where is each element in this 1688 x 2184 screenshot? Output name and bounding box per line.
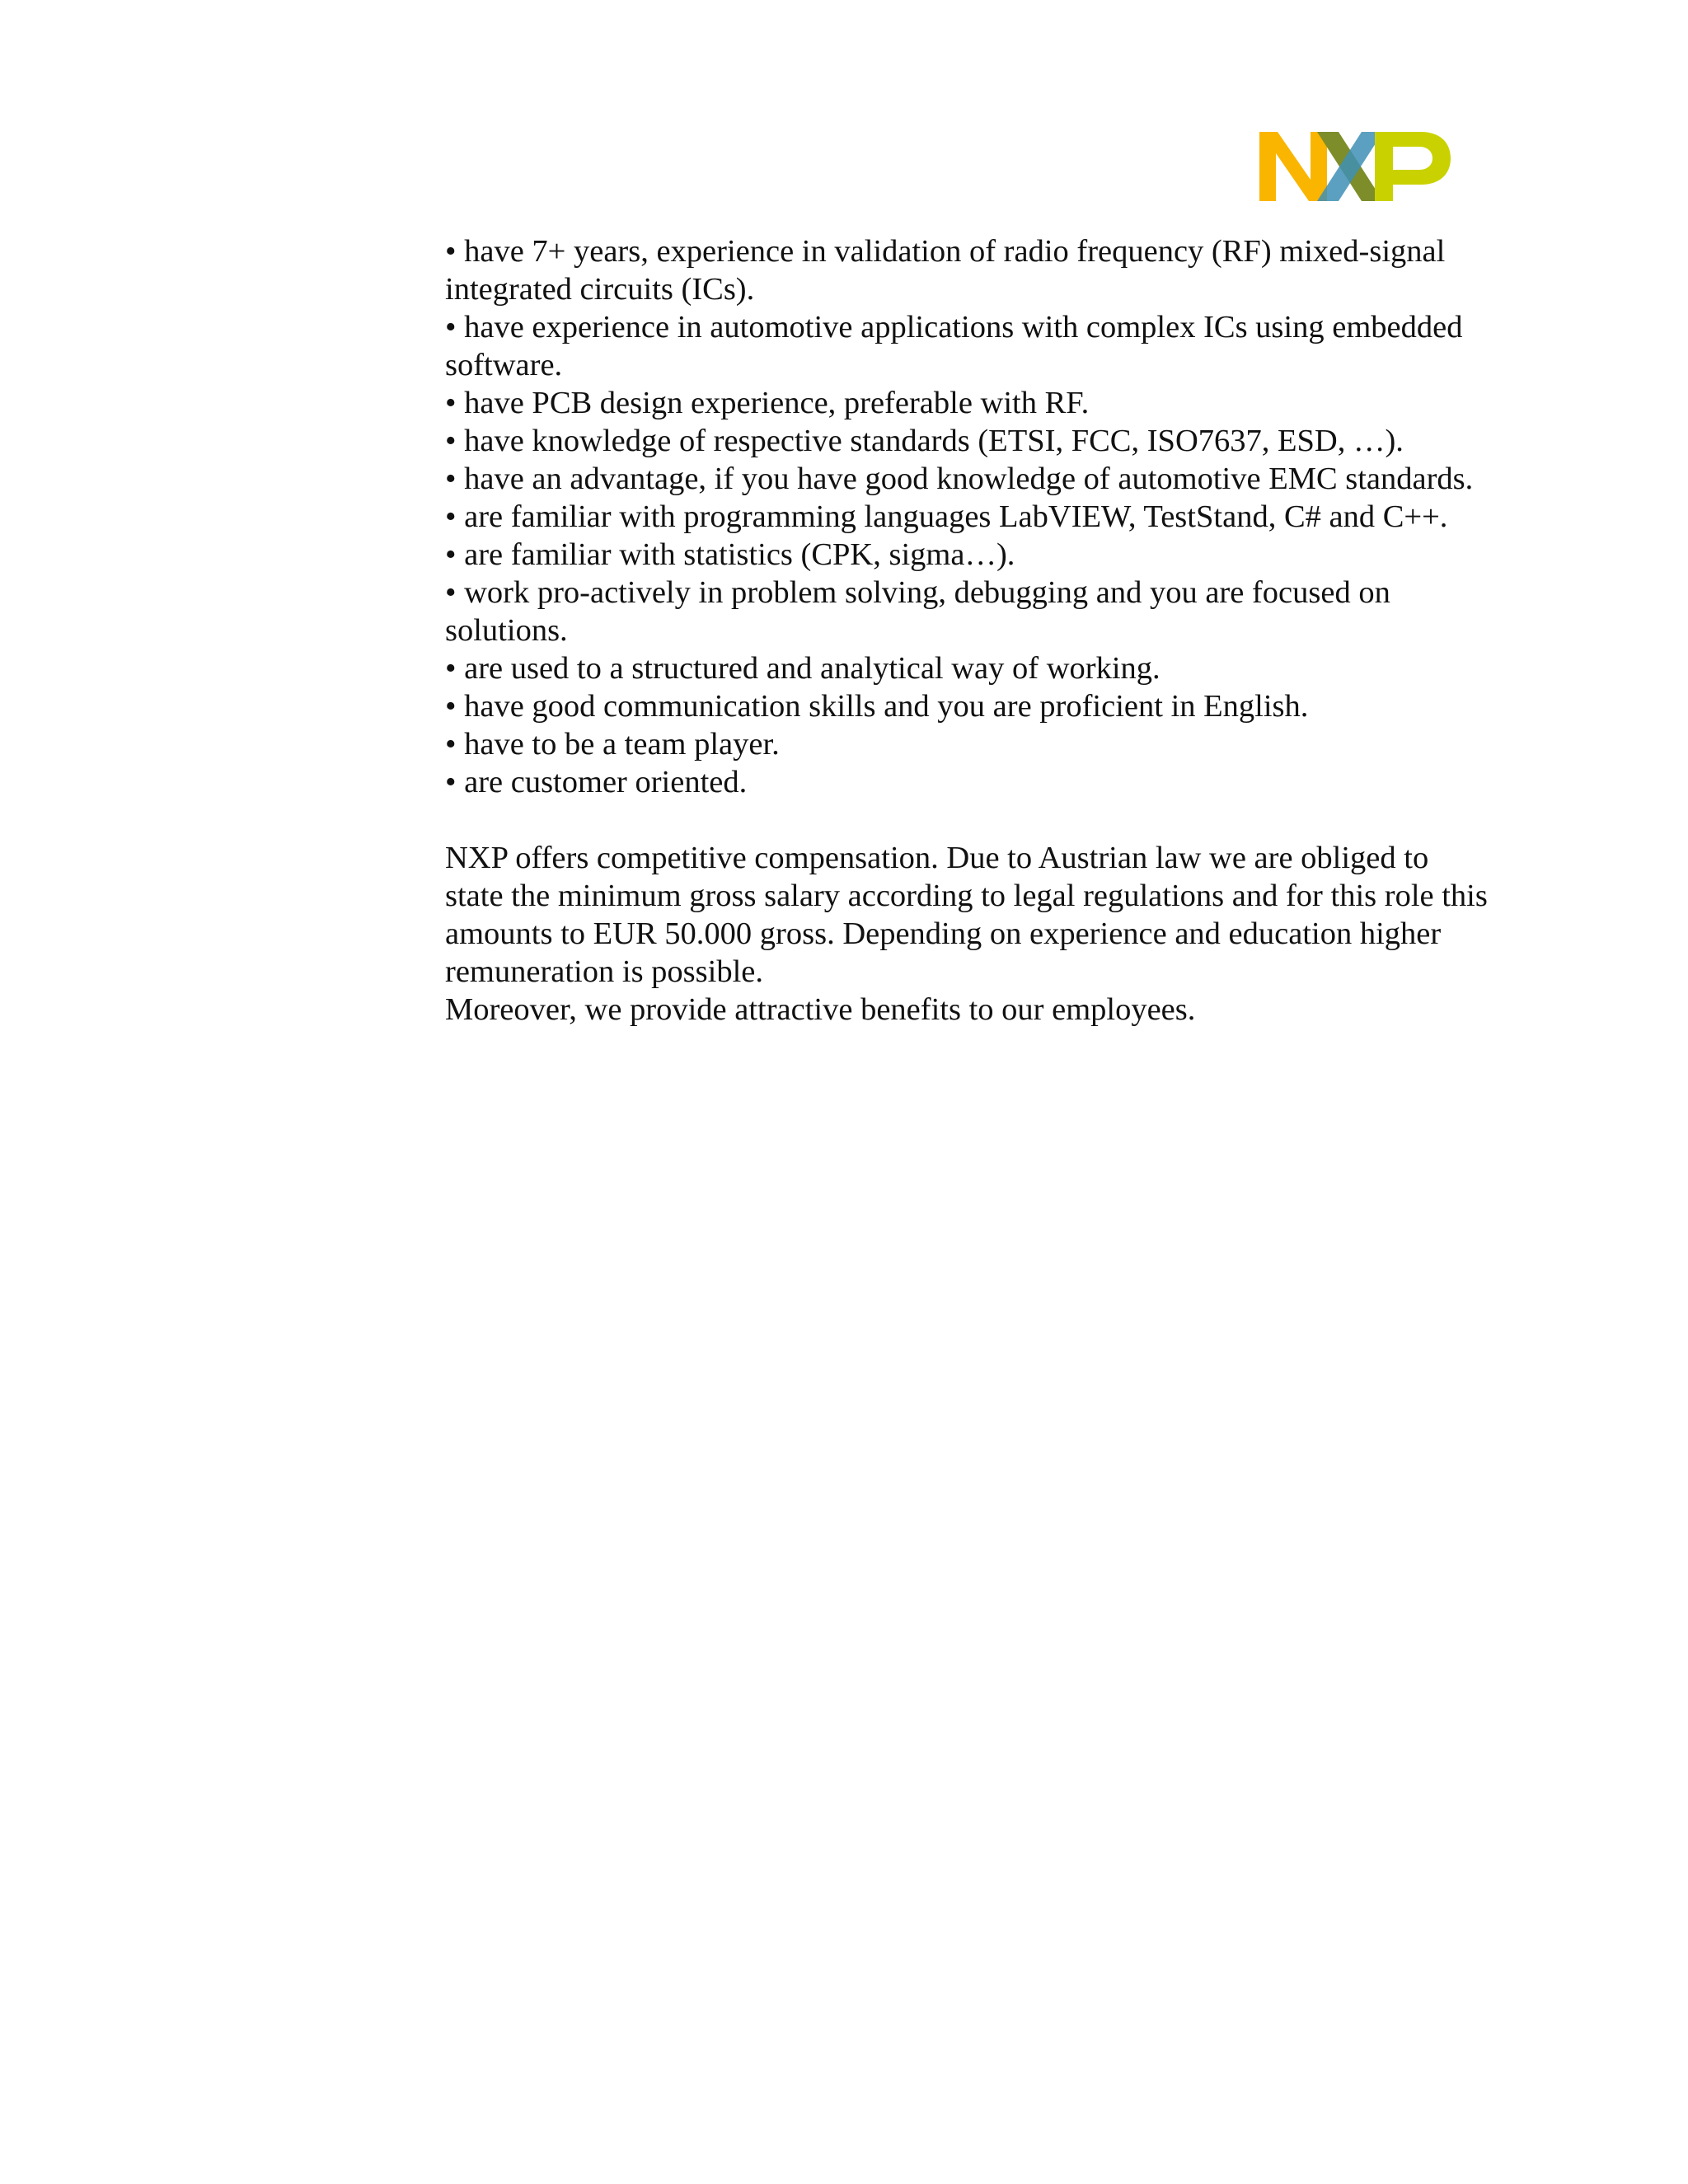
document-body [445, 232, 1492, 1029]
list-item: • have to be a team player. [445, 727, 780, 762]
list-item: • are used to a structured and analytical way of working. [445, 651, 1160, 686]
list-item: • are familiar with statistics (CPK, sigma…). [445, 537, 1015, 572]
list-item: • are familiar with programming languages LabVIEW, TestStand, C# and C++. [445, 499, 1448, 534]
list-item: • have PCB design experience, preferable with RF. [445, 386, 1090, 420]
list-item: • have an advantage, if you have good knowledge of automotive EMC standards. [445, 462, 1474, 496]
list-item: • have experience in automotive applications with complex ICs using embedded software. [445, 310, 1463, 382]
list-item: • work pro-actively in problem solving, debugging and you are focused on solutions. [445, 575, 1390, 648]
benefits-paragraph: Moreover, we provide attractive benefits to our employees. [445, 992, 1196, 1027]
nxp-logo-icon [1259, 132, 1451, 201]
list-item: • have good communication skills and you are proficient in English. [445, 689, 1309, 724]
requirements-list [445, 232, 1492, 801]
compensation-paragraph: NXP offers competitive compensation. Due to Austrian law we are obliged to state the minimum gross salary according to legal regulations and for this role this amounts to EUR 50.000 gross. Depending on experience and education higher remuneration is possible. [445, 841, 1488, 989]
list-item: • have knowledge of respective standards (ETSI, FCC, ISO7637, ESD, …). [445, 424, 1404, 458]
nxp-logo [1259, 132, 1451, 201]
list-item: • are customer oriented. [445, 765, 748, 799]
list-item: • have 7+ years, experience in validation of radio frequency (RF) mixed-signal integrated circuits (ICs). [445, 234, 1446, 307]
